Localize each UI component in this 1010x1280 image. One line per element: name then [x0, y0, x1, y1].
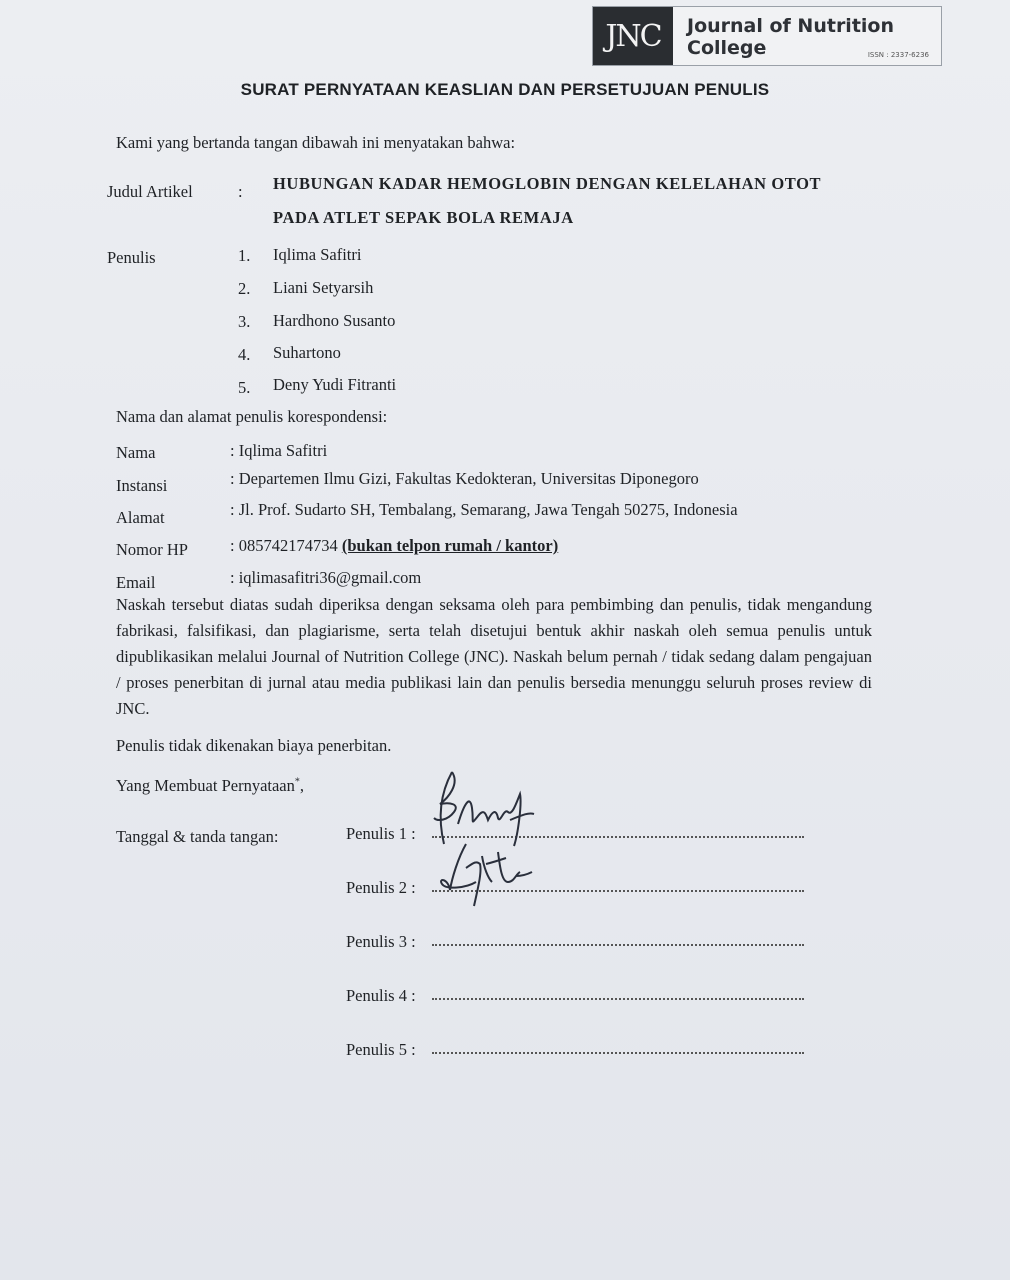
signature-label-1: Penulis 1 : [346, 824, 416, 843]
signature-label-3: Penulis 3 : [346, 932, 416, 951]
author-num: 3. [238, 312, 251, 331]
date-sign-label: Tanggal & tanda tangan: [116, 827, 279, 846]
field-value-email: : iqlimasafitri36@gmail.com [230, 568, 422, 587]
maker-text: Yang Membuat Pernyataan [116, 776, 295, 795]
correspondence-heading: Nama dan alamat penulis korespondensi: [116, 407, 388, 426]
logo-text-box [673, 7, 941, 65]
field-value-phone [230, 536, 558, 556]
maker-asterisk: * [294, 776, 300, 788]
logo-mark-text: JNC [605, 18, 661, 54]
phone-number: : 085742174734 [230, 536, 338, 555]
article-title-line2: PADA ATLET SEPAK BOLA REMAJA [273, 208, 574, 227]
journal-logo [592, 6, 942, 66]
author-name: Suhartono [273, 343, 341, 362]
field-value-instansi: : Departemen Ilmu Gizi, Fakultas Kedokteran, Universitas Diponegoro [230, 469, 699, 488]
author-num: 4. [238, 345, 251, 364]
document-title: SURAT PERNYATAAN KEASLIAN DAN PERSETUJUAN PENULIS [240, 80, 770, 99]
article-label: Judul Artikel [107, 182, 193, 201]
field-label-nama: Nama [116, 443, 156, 462]
signature-1-image [430, 764, 540, 848]
signature-2-image [436, 838, 536, 910]
author-num: 5. [238, 378, 251, 397]
field-label-instansi: Instansi [116, 476, 168, 495]
field-label-alamat: Alamat [116, 508, 165, 527]
fee-note: Penulis tidak dikenakan biaya penerbitan. [116, 736, 392, 755]
article-colon: : [238, 182, 243, 201]
signature-line-4 [432, 998, 804, 1000]
authors-label: Penulis [107, 248, 156, 267]
author-name: Hardhono Susanto [273, 311, 396, 330]
signature-label-2: Penulis 2 : [346, 878, 416, 897]
author-name: Iqlima Safitri [273, 245, 362, 264]
jnc-logo-mark [593, 7, 673, 65]
signature-label-5: Penulis 5 : [346, 1040, 416, 1059]
author-name: Deny Yudi Fitranti [273, 375, 397, 394]
field-value-alamat: : Jl. Prof. Sudarto SH, Tembalang, Semarang, Jawa Tengah 50275, Indonesia [230, 500, 738, 519]
signature-line-3 [432, 944, 804, 946]
signature-label-4: Penulis 4 : [346, 986, 416, 1005]
article-title-line1: HUBUNGAN KADAR HEMOGLOBIN DENGAN KELELAHAN OTOT [273, 174, 822, 193]
phone-note: (bukan telpon rumah / kantor) [341, 536, 559, 555]
maker-comma: , [299, 776, 304, 795]
maker-label [116, 776, 304, 796]
author-name: Liani Setyarsih [273, 278, 374, 297]
journal-name: Journal of Nutrition College [687, 15, 894, 59]
journal-issn: ISSN : 2337-6236 [867, 51, 929, 59]
intro-text: Kami yang bertanda tangan dibawah ini menyatakan bahwa: [116, 133, 516, 152]
field-value-nama: : Iqlima Safitri [230, 441, 328, 460]
signature-line-5 [432, 1052, 804, 1054]
statement-paragraph: Naskah tersebut diatas sudah diperiksa dengan seksama oleh para pembimbing dan penulis, tidak mengandung fabrikasi, falsifikasi, dan plagiarisme, serta telah disetujui bentuk akhir naskah oleh semua penulis untuk dipublikasikan melalui Journal of Nutrition College (JNC). Naskah belum pernah / tidak sedang dalam pengajuan / proses penerbitan di jurnal atau media publikasi lain dan penulis bersedia menunggu seluruh proses review di JNC. [116, 595, 872, 718]
author-num: 2. [238, 279, 251, 298]
field-label-email: Email [116, 573, 156, 592]
field-label-phone: Nomor HP [116, 540, 188, 559]
author-num: 1. [238, 246, 251, 265]
